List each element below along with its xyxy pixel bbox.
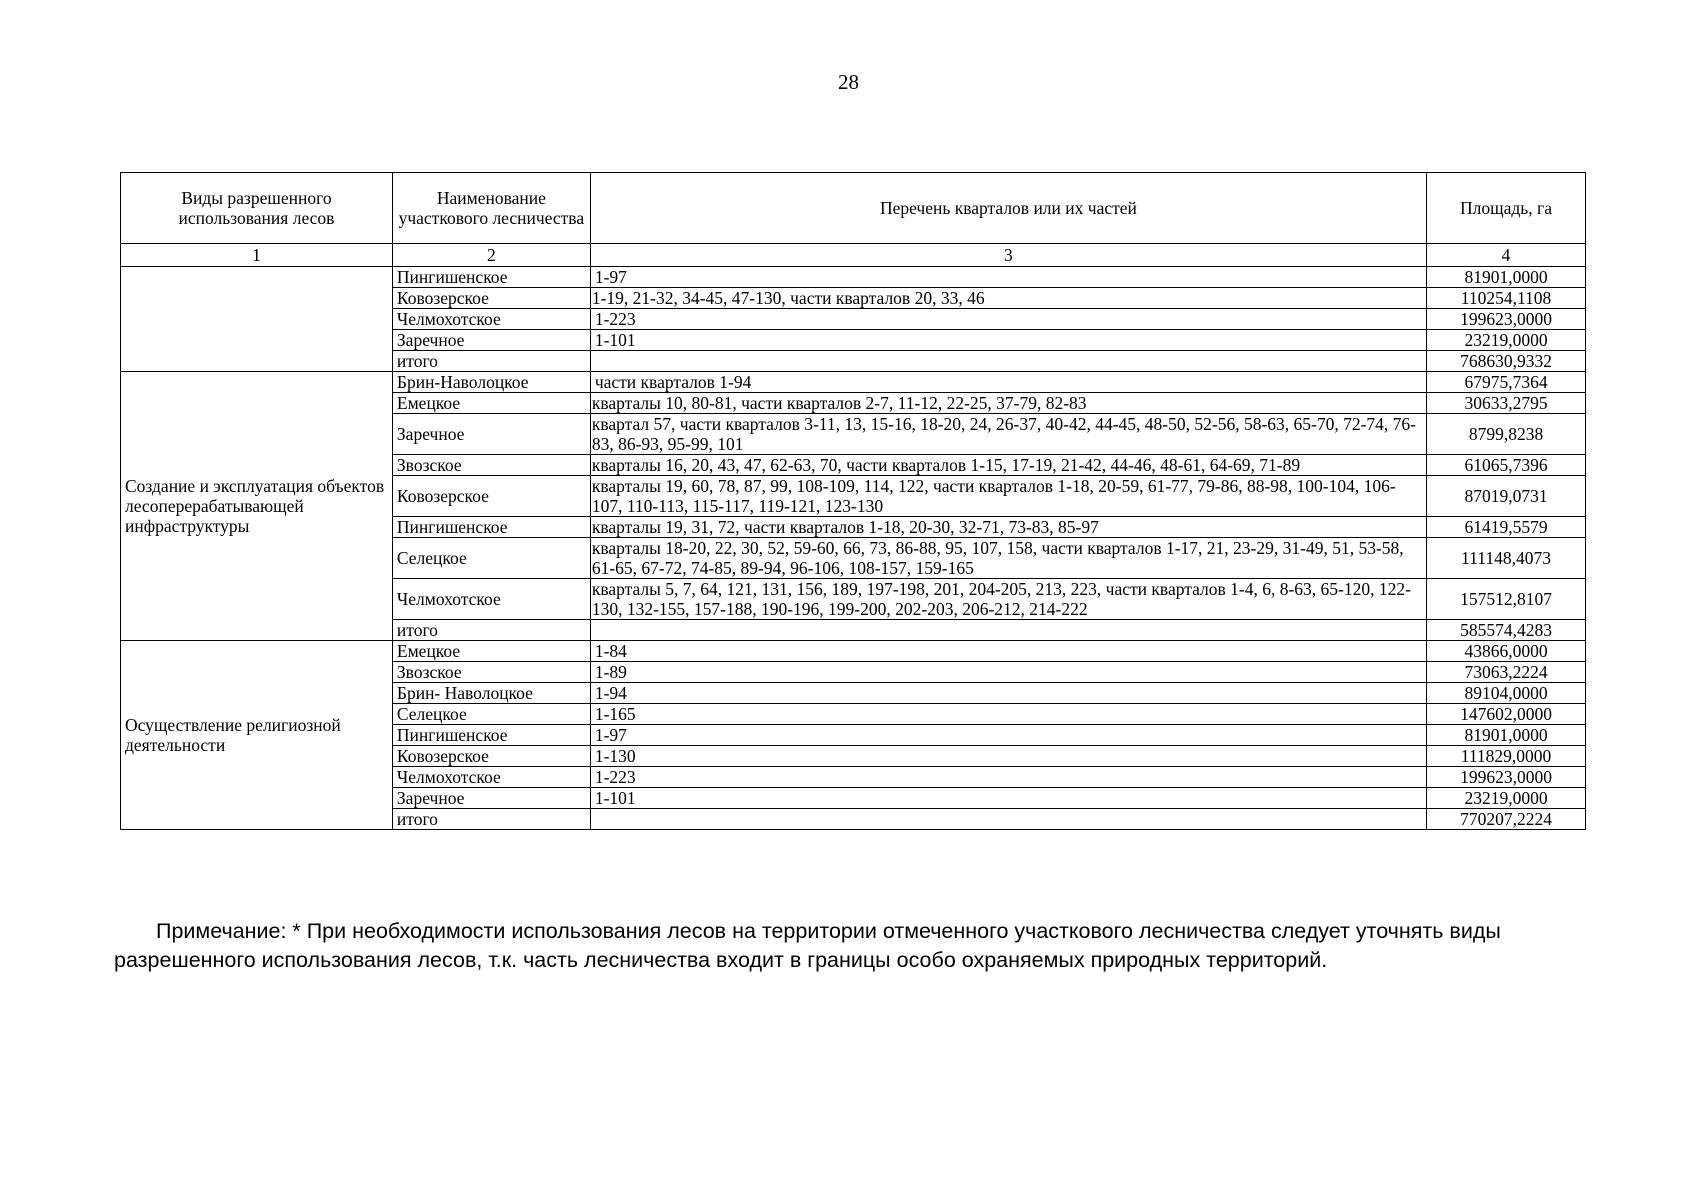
table-header bbox=[121, 173, 1586, 267]
area-cell: 199623,0000 bbox=[1427, 309, 1586, 330]
forestry-name-cell: Челмохотское bbox=[392, 767, 590, 788]
column-number-4: 4 bbox=[1427, 244, 1586, 267]
area-cell: 157512,8107 bbox=[1427, 579, 1586, 620]
forestry-name-cell: Пингишенское bbox=[392, 517, 590, 538]
table-row bbox=[121, 372, 1586, 393]
quarters-list-cell: кварталы 10, 80-81, части кварталов 2-7, 11-12, 22-25, 37-79, 82-83 bbox=[590, 393, 1426, 414]
quarters-list-cell: 1-223 bbox=[590, 767, 1426, 788]
area-cell: 89104,0000 bbox=[1427, 683, 1586, 704]
forestry-name-cell: Брин-Наволоцкое bbox=[392, 372, 590, 393]
header-forestry-name: Наименование участкового лесничества bbox=[392, 173, 590, 244]
forestry-name-cell: Брин- Наволоцкое bbox=[392, 683, 590, 704]
area-cell: 147602,0000 bbox=[1427, 704, 1586, 725]
use-type-cell: Создание и эксплуатация объектов лесоперерабатывающей инфраструктуры bbox=[121, 372, 393, 641]
quarters-list-cell: 1-97 bbox=[590, 267, 1426, 288]
forestry-name-cell: Пингишенское bbox=[392, 725, 590, 746]
forestry-name-cell: Емецкое bbox=[392, 641, 590, 662]
area-cell: 111148,4073 bbox=[1427, 538, 1586, 579]
forestry-name-cell: Звозское bbox=[392, 455, 590, 476]
quarters-list-cell: кварталы 19, 60, 78, 87, 99, 108-109, 114, 122, части кварталов 1-18, 20-59, 61-77, 79-86, 88-98, 100-104, 106-107, 110-113, 115-117, 119-121, 123-130 bbox=[590, 476, 1426, 517]
forestry-name-cell: Челмохотское bbox=[392, 309, 590, 330]
area-cell: 81901,0000 bbox=[1427, 725, 1586, 746]
area-cell: 768630,9332 bbox=[1427, 351, 1586, 372]
forest-use-table bbox=[120, 172, 1586, 830]
quarters-list-cell: 1-97 bbox=[590, 725, 1426, 746]
quarters-list-cell: кварталы 16, 20, 43, 47, 62-63, 70, части кварталов 1-15, 17-19, 21-42, 44-46, 48-61, 64-69, 71-89 bbox=[590, 455, 1426, 476]
footnote: Примечание: * При необходимости использования лесов на территории отмеченного участкового лесничества следует уточнять виды разрешенного использования лесов, т.к. часть лесничества входит в границы особо охраняемых природных территорий. bbox=[114, 919, 1501, 972]
forestry-name-cell: итого bbox=[392, 620, 590, 641]
quarters-list-cell: 1-165 bbox=[590, 704, 1426, 725]
area-cell: 110254,1108 bbox=[1427, 288, 1586, 309]
column-number-1: 1 bbox=[121, 244, 393, 267]
area-cell: 73063,2224 bbox=[1427, 662, 1586, 683]
forestry-name-cell: Ковозерское bbox=[392, 288, 590, 309]
area-cell: 61419,5579 bbox=[1427, 517, 1586, 538]
area-cell: 770207,2224 bbox=[1427, 809, 1586, 830]
quarters-list-cell: кварталы 18-20, 22, 30, 52, 59-60, 66, 73, 86-88, 95, 107, 158, части кварталов 1-17, 21, 23-29, 31-49, 51, 53-58, 61-65, 67-72, 74-85, 89-94, 96-106, 108-157, 159-165 bbox=[590, 538, 1426, 579]
area-cell: 111829,0000 bbox=[1427, 746, 1586, 767]
quarters-list-cell: 1-130 bbox=[590, 746, 1426, 767]
forestry-name-cell: итого bbox=[392, 809, 590, 830]
quarters-list-cell: квартал 57, части кварталов 3-11, 13, 15-16, 18-20, 24, 26-37, 40-42, 44-45, 48-50, 52-56, 58-63, 65-70, 72-74, 76-83, 86-93, 95-99, 101 bbox=[590, 414, 1426, 455]
quarters-list-cell bbox=[590, 620, 1426, 641]
column-number-2: 2 bbox=[392, 244, 590, 267]
area-cell: 199623,0000 bbox=[1427, 767, 1586, 788]
forestry-name-cell: Звозское bbox=[392, 662, 590, 683]
quarters-list-cell: части кварталов 1-94 bbox=[590, 372, 1426, 393]
quarters-list-cell: кварталы 19, 31, 72, части кварталов 1-18, 20-30, 32-71, 73-83, 85-97 bbox=[590, 517, 1426, 538]
quarters-list-cell: 1-101 bbox=[590, 330, 1426, 351]
quarters-list-cell: 1-101 bbox=[590, 788, 1426, 809]
forestry-name-cell: Заречное bbox=[392, 788, 590, 809]
forestry-name-cell: Емецкое bbox=[392, 393, 590, 414]
table-row bbox=[121, 267, 1586, 288]
page-number: 28 bbox=[838, 70, 859, 94]
use-type-cell: Осуществление религиозной деятельности bbox=[121, 641, 393, 830]
forestry-name-cell: Заречное bbox=[392, 330, 590, 351]
column-number-row bbox=[121, 244, 1586, 267]
quarters-list-cell: 1-223 bbox=[590, 309, 1426, 330]
forestry-name-cell: Челмохотское bbox=[392, 579, 590, 620]
header-use-type: Виды разрешенного использования лесов bbox=[121, 173, 393, 244]
quarters-list-cell: 1-89 bbox=[590, 662, 1426, 683]
area-cell: 67975,7364 bbox=[1427, 372, 1586, 393]
area-cell: 8799,8238 bbox=[1427, 414, 1586, 455]
table-row bbox=[121, 641, 1586, 662]
quarters-list-cell: 1-84 bbox=[590, 641, 1426, 662]
area-cell: 87019,0731 bbox=[1427, 476, 1586, 517]
forestry-name-cell: Заречное bbox=[392, 414, 590, 455]
forestry-name-cell: Селецкое bbox=[392, 538, 590, 579]
use-type-cell bbox=[121, 267, 393, 372]
area-cell: 585574,4283 bbox=[1427, 620, 1586, 641]
header-row bbox=[121, 173, 1586, 244]
quarters-list-cell bbox=[590, 351, 1426, 372]
quarters-list-cell: 1-94 bbox=[590, 683, 1426, 704]
forestry-name-cell: Пингишенское bbox=[392, 267, 590, 288]
quarters-list-cell: 1-19, 21-32, 34-45, 47-130, части кварталов 20, 33, 46 bbox=[590, 288, 1426, 309]
area-cell: 81901,0000 bbox=[1427, 267, 1586, 288]
forestry-name-cell: итого bbox=[392, 351, 590, 372]
area-cell: 23219,0000 bbox=[1427, 788, 1586, 809]
quarters-list-cell bbox=[590, 809, 1426, 830]
column-number-3: 3 bbox=[590, 244, 1426, 267]
forestry-name-cell: Ковозерское bbox=[392, 476, 590, 517]
area-cell: 30633,2795 bbox=[1427, 393, 1586, 414]
area-cell: 23219,0000 bbox=[1427, 330, 1586, 351]
table-body bbox=[121, 267, 1586, 830]
header-quarters-list: Перечень кварталов или их частей bbox=[590, 173, 1426, 244]
forestry-name-cell: Ковозерское bbox=[392, 746, 590, 767]
forestry-name-cell: Селецкое bbox=[392, 704, 590, 725]
area-cell: 61065,7396 bbox=[1427, 455, 1586, 476]
quarters-list-cell: кварталы 5, 7, 64, 121, 131, 156, 189, 197-198, 201, 204-205, 213, 223, части кварталов 1-4, 6, 8-63, 65-120, 122-130, 132-155, 157-188, 190-196, 199-200, 202-203, 206-212, 214-222 bbox=[590, 579, 1426, 620]
header-area: Площадь, га bbox=[1427, 173, 1586, 244]
area-cell: 43866,0000 bbox=[1427, 641, 1586, 662]
